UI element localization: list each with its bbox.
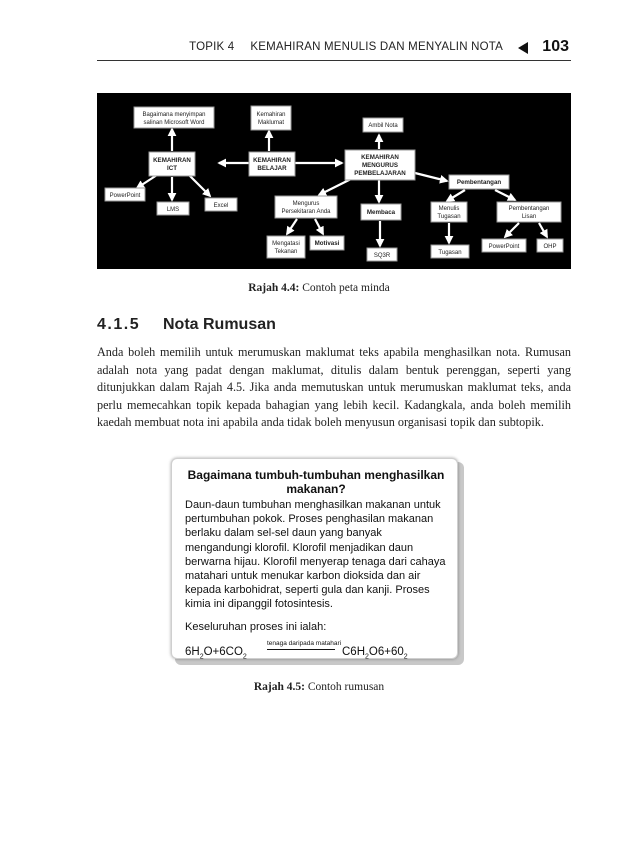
mind-map-figure xyxy=(97,93,571,269)
connector-lisan-ohp xyxy=(539,223,547,237)
formula-reactants xyxy=(185,646,247,660)
summary-note-figure xyxy=(171,458,464,665)
formula-left-sub-1: 2 xyxy=(199,652,204,660)
node-kemahiran-belajar-line2: BELAJAR xyxy=(257,165,287,172)
formula-arrow-line xyxy=(267,649,335,650)
node-motivasi xyxy=(310,236,344,250)
node-kemahiran-belajar-line1: KEMAHIRAN xyxy=(253,157,291,164)
node-powerpoint-label: PowerPoint xyxy=(109,193,141,199)
formula-products xyxy=(342,646,408,660)
node-powerpoint-2-label: PowerPoint xyxy=(488,244,520,250)
left-triangle-icon xyxy=(518,42,528,54)
node-menulis-tugasan-line1: Menulis xyxy=(438,206,460,212)
formula-right-sub-2: 2 xyxy=(403,652,408,660)
node-pembentangan-lisan-line2: Lisan xyxy=(521,214,537,220)
photosynthesis-formula xyxy=(185,640,447,664)
figure-4-4-caption xyxy=(0,282,638,294)
mind-map-diagram xyxy=(97,93,571,269)
node-pembentangan xyxy=(449,175,509,189)
figure-4-4-caption-label: Rajah 4.4: xyxy=(248,282,300,294)
node-membaca xyxy=(361,204,401,220)
node-ohp xyxy=(537,239,563,252)
connector-mengurus-pembentangan xyxy=(415,173,447,181)
node-kemahiran-mengurus-line1: KEMAHIRAN xyxy=(361,154,399,161)
formula-right-2: O6+60 xyxy=(368,645,404,658)
node-menulis-tugasan xyxy=(431,202,467,222)
node-excel-label: Excel xyxy=(213,203,229,209)
node-kemahiran-mengurus xyxy=(345,150,415,180)
section-number: 4.1.5 xyxy=(97,316,141,333)
node-membaca-label: Membaca xyxy=(366,209,396,216)
node-ambil-nota xyxy=(363,118,403,132)
node-powerpoint xyxy=(105,188,145,201)
node-menulis-tugasan-line2: Tugasan xyxy=(437,214,461,220)
header-title: KEMAHIRAN MENULIS DAN MENYALIN NOTA xyxy=(250,41,503,53)
page-number: 103 xyxy=(542,38,569,55)
note-body: Daun-daun tumbuhan menghasilkan makanan untuk pertumbuhan pokok. Proses penghasilan makanan berlaku dalam sel-sel daun yang banyak mengandungi klorofil. Klorofil menjadikan daun berwarna hijau. Klorofil menyerap tenaga dari cahaya matahari untuk menukar karbon dioksida dan air kepada karbohidrat, seperti gula dan kanji. Proses kimia ini dipanggil fotosintesis. xyxy=(185,499,446,611)
node-kemahiran-mengurus-line3: PEMBELAJARAN xyxy=(354,170,406,177)
node-ambil-nota-label: Ambil Nota xyxy=(368,123,398,129)
node-ohp-label: OHP xyxy=(543,244,557,250)
body-paragraph: Anda boleh memilih untuk merumuskan maklumat teks apabila menghasilkan nota. Rumusan adalah nota yang padat dengan maklumat, ditulis dalam bentuk perenggan, seperti yang ditunjukkan dalam Rajah 4.5. Jika anda memutuskan untuk merumuskan maklumat teks, anda perlu memecahkan topik kepada bahagian yang lebih kecil. Kadangkala, anda boleh memilih kaedah membuat nota ini apabila anda tidak boleh menyusun organisasi topik dan subtopik. xyxy=(97,345,571,430)
node-microsoft-word-line2: salinan Microsoft Word xyxy=(143,120,205,126)
node-tugasan-label: Tugasan xyxy=(438,250,462,256)
node-kemahiran-ict xyxy=(149,152,195,176)
node-mengurus-persekitaran-line2: Persekitaran Anda xyxy=(281,209,331,215)
node-pembentangan-lisan-line1: Pembentangan xyxy=(508,206,550,212)
node-kemahiran-belajar xyxy=(249,152,295,176)
node-microsoft-word xyxy=(134,107,214,128)
node-pembentangan-label: Pembentangan xyxy=(456,179,502,186)
node-kemahiran-maklumat-line1: Kemahiran xyxy=(256,112,286,118)
formula-right-1: C6H xyxy=(342,645,366,658)
section-heading xyxy=(97,316,276,334)
connector-lisan-powerpoint xyxy=(505,223,519,237)
node-kemahiran-ict-line1: KEMAHIRAN xyxy=(153,157,191,164)
node-kemahiran-maklumat-line2: Maklumat xyxy=(257,120,285,126)
header-topic: TOPIK 4 xyxy=(189,41,235,53)
node-lms xyxy=(157,202,189,215)
connector-persekitaran-motivasi xyxy=(315,219,323,234)
node-mengatasi-tekanan xyxy=(267,236,305,258)
node-sq3r xyxy=(367,248,397,261)
figure-4-5-caption-label: Rajah 4.5: xyxy=(253,681,305,693)
figure-4-5-caption-text: Contoh rumusan xyxy=(307,681,385,693)
header-rule xyxy=(97,60,571,61)
node-kemahiran-ict-line2: ICT xyxy=(167,165,177,172)
figure-4-5-caption xyxy=(0,681,638,693)
node-powerpoint-2 xyxy=(482,239,526,252)
node-motivasi-label: Motivasi xyxy=(314,240,340,247)
node-microsoft-word-line1: Bagaimana menyimpan xyxy=(142,112,206,118)
summary-note-card xyxy=(171,458,458,659)
section-title: Nota Rumusan xyxy=(163,316,276,333)
node-kemahiran-maklumat xyxy=(251,106,291,130)
connector-pembentangan-lisan xyxy=(495,190,515,200)
connector-pembentangan-menulis xyxy=(447,190,465,201)
formula-left-2: O+6CO xyxy=(203,645,243,658)
note-summary-label: Keseluruhan proses ini ialah: xyxy=(185,620,327,633)
connector-ict-excel xyxy=(189,175,210,196)
formula-left-sub-2: 2 xyxy=(242,652,247,660)
figure-4-4-caption-text: Contoh peta minda xyxy=(302,282,390,294)
formula-left-1: 6H xyxy=(185,645,200,658)
node-tugasan xyxy=(431,245,469,258)
node-mengurus-persekitaran-line1: Mengurus xyxy=(292,201,320,207)
formula-right-sub-1: 2 xyxy=(365,652,369,660)
formula-condition: tenaga daripada matahari xyxy=(267,639,342,647)
node-sq3r-label: SQ3R xyxy=(373,253,391,259)
node-kemahiran-mengurus-line2: MENGURUS xyxy=(361,162,399,169)
running-header xyxy=(97,39,571,61)
connector-persekitaran-tekanan xyxy=(287,219,297,234)
node-lms-label: LMS xyxy=(166,207,180,213)
node-mengatasi-tekanan-line2: Tekanan xyxy=(274,249,298,255)
connector-ict-powerpoint xyxy=(137,175,157,188)
node-pembentangan-lisan xyxy=(497,202,561,222)
note-title: Bagaimana tumbuh-tumbuhan menghasilkan makanan? xyxy=(187,468,445,496)
node-mengurus-persekitaran xyxy=(275,196,337,218)
node-mengatasi-tekanan-line1: Mengatasi xyxy=(272,241,300,247)
header-text xyxy=(189,41,503,53)
node-excel xyxy=(205,198,237,211)
